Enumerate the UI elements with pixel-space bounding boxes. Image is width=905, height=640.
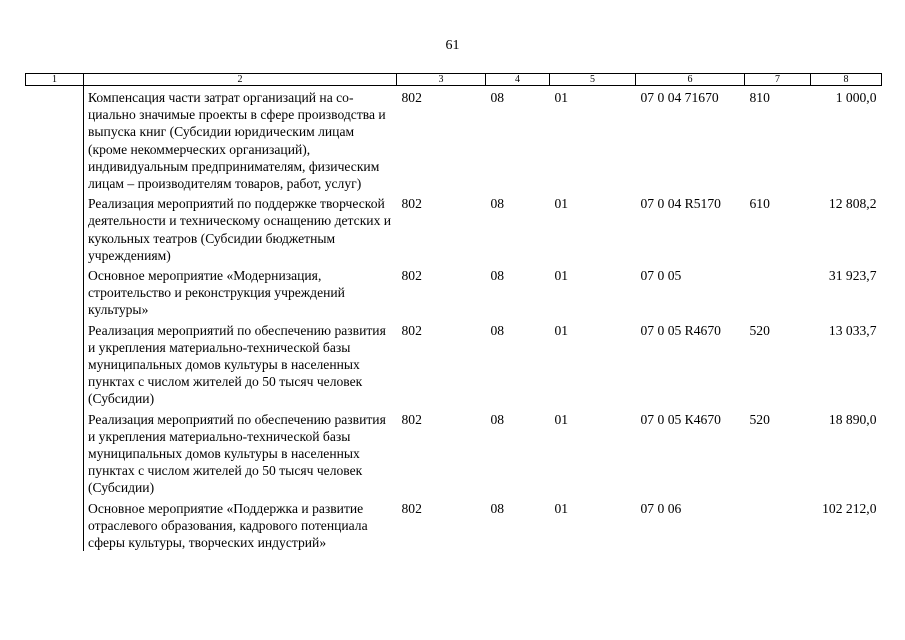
subsection-code-cell: 01 <box>554 90 569 105</box>
column-header-6: 6 <box>636 74 745 86</box>
section-code-cell: 08 <box>490 196 505 212</box>
ministry-code-cell: 802 <box>401 500 422 516</box>
column-header-7: 7 <box>745 74 811 86</box>
target-article-cell: 07 0 06 <box>640 500 682 516</box>
row-number-cell <box>26 264 84 319</box>
row-number-cell <box>26 192 84 264</box>
ministry-code-cell: 802 <box>401 268 422 284</box>
target-article-cell: 07 0 05 R4670 <box>640 322 721 338</box>
expense-type-cell: 610 <box>749 196 770 212</box>
subsection-code-cell: 01 <box>554 268 569 284</box>
expense-type-cell: 520 <box>749 322 770 338</box>
amount-cell: 102 212,0 <box>822 500 877 516</box>
amount-cell: 12 808,2 <box>828 196 877 212</box>
description-cell: Основное мероприятие «Поддержка и развитие отраслевого образования, кадрового потенциала сферы культуры, творческих индустрий» <box>88 500 368 551</box>
target-article-cell: 07 0 05 <box>640 268 682 284</box>
column-header-8: 8 <box>811 74 882 86</box>
row-number-cell <box>26 319 84 408</box>
expense-type-cell: 520 <box>749 411 770 427</box>
section-code-cell: 08 <box>490 500 505 516</box>
row-number-cell <box>26 408 84 497</box>
row-number-cell <box>26 86 84 193</box>
column-number-row <box>26 74 882 86</box>
column-header-2: 2 <box>84 74 397 86</box>
table-row <box>26 264 882 319</box>
table-row <box>26 408 882 497</box>
section-code-cell: 08 <box>490 411 505 427</box>
section-code-cell: 08 <box>490 90 505 105</box>
budget-table <box>25 73 882 551</box>
row-number-cell <box>26 497 84 552</box>
description-cell: Реализация мероприятий по обеспечению развития и укрепления материально-технической базы муниципальных домов культуры в населенных пунктах с числом жителей до 50 тысяч человек (Субсидии) <box>88 322 386 407</box>
subsection-code-cell: 01 <box>554 411 569 427</box>
description-cell: Основное мероприятие «Модернизация, строительство и реконструкция учреждений культуры» <box>88 268 345 318</box>
expense-type-cell <box>745 497 811 552</box>
target-article-cell: 07 0 05 К4670 <box>640 411 721 427</box>
column-header-3: 3 <box>397 74 486 86</box>
expense-type-cell: 810 <box>749 90 770 105</box>
table-row <box>26 497 882 552</box>
expense-type-cell <box>745 264 811 319</box>
subsection-code-cell: 01 <box>554 196 569 212</box>
subsection-code-cell: 01 <box>554 322 569 338</box>
ministry-code-cell: 802 <box>401 322 422 338</box>
table-row <box>26 319 882 408</box>
ministry-code-cell: 802 <box>401 196 422 212</box>
column-header-1: 1 <box>26 74 84 86</box>
description-cell: Реализация мероприятий по обеспечению развития и укрепления материально-технической базы муниципальных домов культуры в населенных пунктах с числом жителей до 50 тысяч человек (Субсидии) <box>88 411 386 496</box>
section-code-cell: 08 <box>490 268 505 284</box>
table-row <box>26 86 882 193</box>
subsection-code-cell: 01 <box>554 500 569 516</box>
table-row <box>26 192 882 264</box>
target-article-cell: 07 0 04 71670 <box>640 90 719 105</box>
column-header-4: 4 <box>486 74 550 86</box>
ministry-code-cell: 802 <box>401 411 422 427</box>
amount-cell: 31 923,7 <box>828 268 877 284</box>
description-cell: Реализация мероприятий по поддержке творческой деятельности и техническому оснащению детских и кукольных театров (Субсидии бюджетным учреждениям) <box>88 196 392 263</box>
description-cell: Компенсация части затрат организаций на социально значимые проекты в сфере производства и выпуска книг (Субсидии юридическим лицам (кроме некоммерческих организаций), индивидуальным предпринимателям, физическим лицам – производителям товаров, работ, услуг) <box>88 90 386 192</box>
target-article-cell: 07 0 04 R5170 <box>640 196 721 212</box>
page-number: 61 <box>445 38 460 53</box>
section-code-cell: 08 <box>490 322 505 338</box>
amount-cell: 13 033,7 <box>828 322 877 338</box>
amount-cell: 1 000,0 <box>835 90 877 105</box>
column-header-5: 5 <box>550 74 636 86</box>
ministry-code-cell: 802 <box>401 90 422 105</box>
amount-cell: 18 890,0 <box>828 411 877 427</box>
